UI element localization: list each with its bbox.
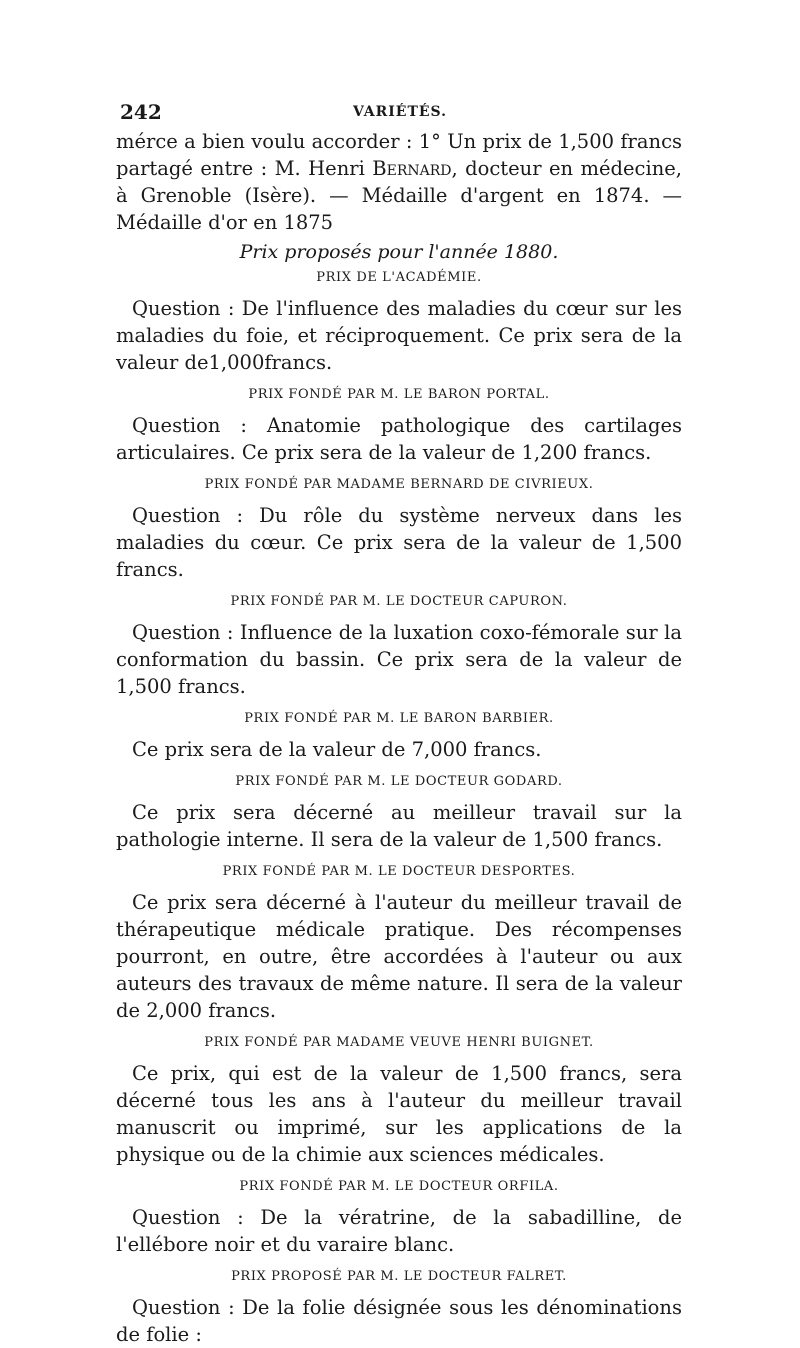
prize-heading: PRIX FONDÉ PAR M. LE DOCTEUR GODARD. [235, 774, 563, 789]
intro-line-1: mérce a bien voulu accorder : 1° Un prix de 1,500 francs partagé [116, 130, 682, 180]
intro-line-2b: , docteur en médecine, à Grenoble [116, 157, 682, 207]
prize-text: Ce prix sera de la valeur de 7,000 francs. [132, 738, 542, 761]
prize-text: Question : De l'influence des maladies du cœur sur les maladies du foie, et réciproquement. Ce prix sera de la valeur de1,000francs. [116, 297, 682, 374]
intro-line-2a: entre : M. Henri [200, 157, 373, 180]
page-body [116, 128, 682, 1348]
prize-heading: PRIX FONDÉ PAR M. LE DOCTEUR ORFILA. [239, 1179, 559, 1194]
section-title: Prix proposés pour l'année 1880. [239, 241, 559, 263]
prize-text: Ce prix, qui est de la valeur de 1,500 francs, sera décerné tous les ans à l'auteur du meilleur travail manuscrit ou imprimé, sur les applications de la physique ou de la chimie aux sciences médicales. [116, 1062, 682, 1166]
prize-text: Question : Anatomie pathologique des cartilages articulaires. Ce prix sera de la valeur de 1,200 francs. [116, 414, 682, 464]
laureate-name: Bernard [372, 157, 452, 180]
prize-text: Ce prix sera décerné à l'auteur du meilleur travail de thérapeutique médicale pratique. Des récompenses pourront, en outre, être accordées à l'auteur ou aux auteurs des travaux de même nature. Il sera de la valeur de 2,000 francs. [116, 891, 682, 1022]
prize-heading: PRIX FONDÉ PAR MADAME VEUVE HENRI BUIGNET. [204, 1035, 594, 1050]
intro-line-3: (Isère). — Médaille d'argent en 1874. — Médaille d'or en 1875 [116, 184, 682, 234]
page-number: 242 [120, 100, 162, 124]
prize-text: Ce prix sera décerné au meilleur travail sur la pathologie interne. Il sera de la valeur de 1,500 francs. [116, 801, 682, 851]
prize-text: Question : De la vératrine, de la sabadilline, de l'ellébore noir et du varaire blanc. [116, 1206, 682, 1256]
prize-text: Question : Influence de la luxation coxo-fémorale sur la conformation du bassin. Ce prix sera de la valeur de 1,500 francs. [116, 621, 682, 698]
prize-heading: PRIX DE L'ACADÉMIE. [316, 270, 482, 285]
running-head-title: VARIÉTÉS. [352, 104, 448, 120]
intro-paragraph [116, 128, 682, 236]
prize-heading: PRIX FONDÉ PAR M. LE BARON PORTAL. [248, 387, 550, 402]
prize-heading: PRIX FONDÉ PAR M. LE BARON BARBIER. [244, 711, 554, 726]
prize-text: Question : De la folie désignée sous les dénominations de folie : [116, 1296, 682, 1346]
prize-text: Question : Du rôle du système nerveux dans les maladies du cœur. Ce prix sera de la valeur de 1,500 francs. [116, 504, 682, 581]
prize-heading: PRIX FONDÉ PAR MADAME BERNARD DE CIVRIEUX. [204, 477, 594, 492]
prize-heading: PRIX PROPOSÉ PAR M. LE DOCTEUR FALRET. [231, 1269, 567, 1284]
prize-heading: PRIX FONDÉ PAR M. LE DOCTEUR CAPURON. [230, 594, 568, 609]
running-header [120, 100, 680, 126]
prize-heading: PRIX FONDÉ PAR M. LE DOCTEUR DESPORTES. [222, 864, 576, 879]
